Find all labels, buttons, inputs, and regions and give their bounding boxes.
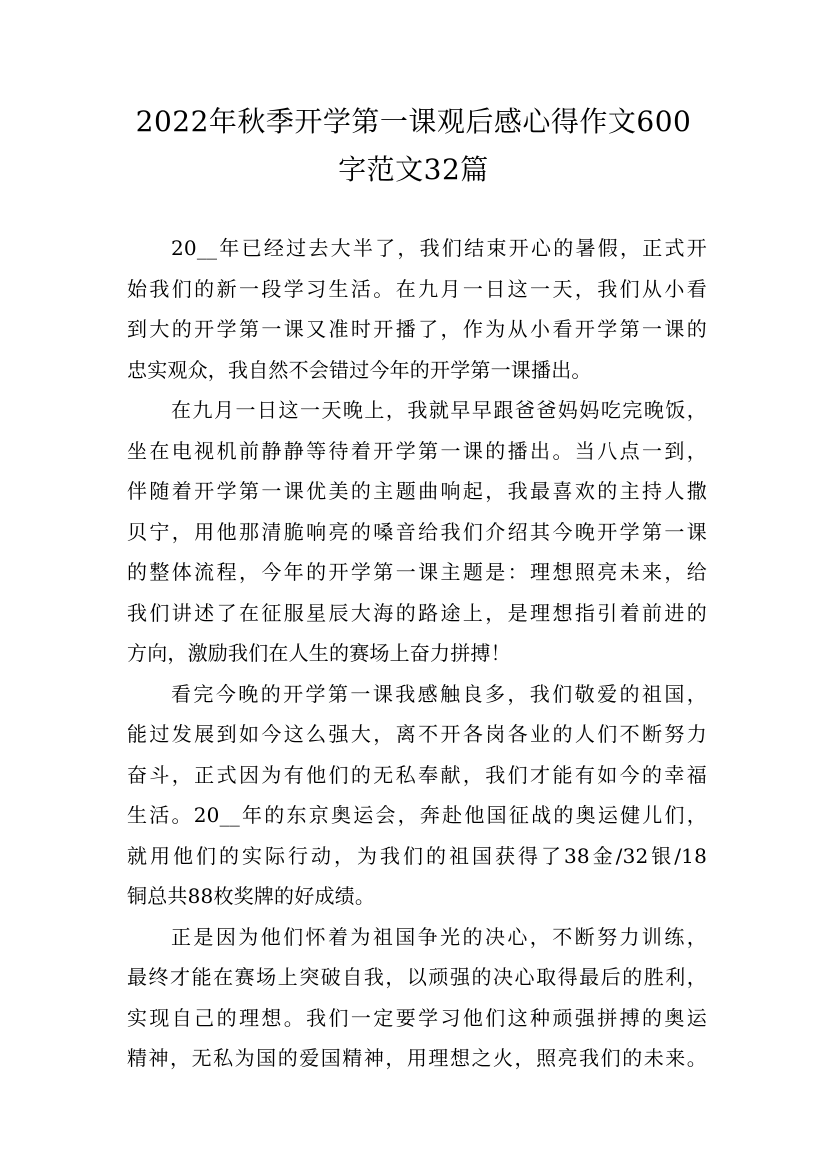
text-line: 20__年已经过去大半了，我们结束开心的暑假，正式开 xyxy=(171,236,707,260)
text-line: 最终才能在赛场上突破自我，以顽强的决心取得最后的胜利， xyxy=(127,965,707,989)
text-line: 奋斗，正式因为有他们的无私奉献，我们才能有如今的幸福 xyxy=(127,762,707,787)
text-line: 伴随着开学第一课优美的主题曲响起，我最喜欢的主持人撒 xyxy=(127,479,707,503)
paragraph xyxy=(127,390,707,674)
paragraph xyxy=(127,228,707,390)
text-line: 精神，无私为国的爱国精神，用理想之火，照亮我们的未来。 xyxy=(127,1046,707,1070)
text-line: 实现自己的理想。我们一定要学习他们这种顽强拼搏的奥运 xyxy=(127,1005,707,1030)
paragraph xyxy=(127,674,707,917)
paragraph xyxy=(127,917,707,1079)
text-line: 就用他们的实际行动，为我们的祖国获得了38金/32银/18 xyxy=(127,843,707,868)
text-line: 始我们的新一段学习生活。在九月一日这一天，我们从小看 xyxy=(127,276,707,301)
text-line: 到大的开学第一课又准时开播了，作为从小看开学第一课的 xyxy=(127,317,707,341)
title-line: 字范文32篇 xyxy=(338,153,489,186)
text-line: 坐在电视机前静静等待着开学第一课的播出。当八点一到， xyxy=(127,438,707,463)
text-line: 看完今晚的开学第一课我感触良多，我们敬爱的祖国， xyxy=(171,681,707,706)
text-line: 铜总共88枚奖牌的好成绩。 xyxy=(127,884,376,908)
document-title xyxy=(100,98,727,194)
text-line: 正是因为他们怀着为祖国争光的决心，不断努力训练， xyxy=(171,924,707,949)
text-line: 生活。20__年的东京奥运会，奔赴他国征战的奥运健儿们， xyxy=(127,803,707,827)
text-line: 贝宁，用他那清脆响亮的嗓音给我们介绍其今晚开学第一课 xyxy=(127,519,707,544)
text-line: 我们讲述了在征服星辰大海的路途上，是理想指引着前进的 xyxy=(127,600,707,625)
text-line: 的整体流程，今年的开学第一课主题是：理想照亮未来，给 xyxy=(127,560,707,584)
document-body xyxy=(127,228,707,1079)
text-line: 方向，激励我们在人生的赛场上奋力拼搏！ xyxy=(127,641,511,665)
title-line: 2022年秋季开学第一课观后感心得作文600 xyxy=(135,105,692,138)
text-line: 在九月一日这一天晚上，我就早早跟爸爸妈妈吃完晚饭， xyxy=(171,398,707,422)
text-line: 能过发展到如今这么强大，离不开各岗各业的人们不断努力 xyxy=(127,722,707,746)
text-line: 忠实观众，我自然不会错过今年的开学第一课播出。 xyxy=(127,357,592,382)
